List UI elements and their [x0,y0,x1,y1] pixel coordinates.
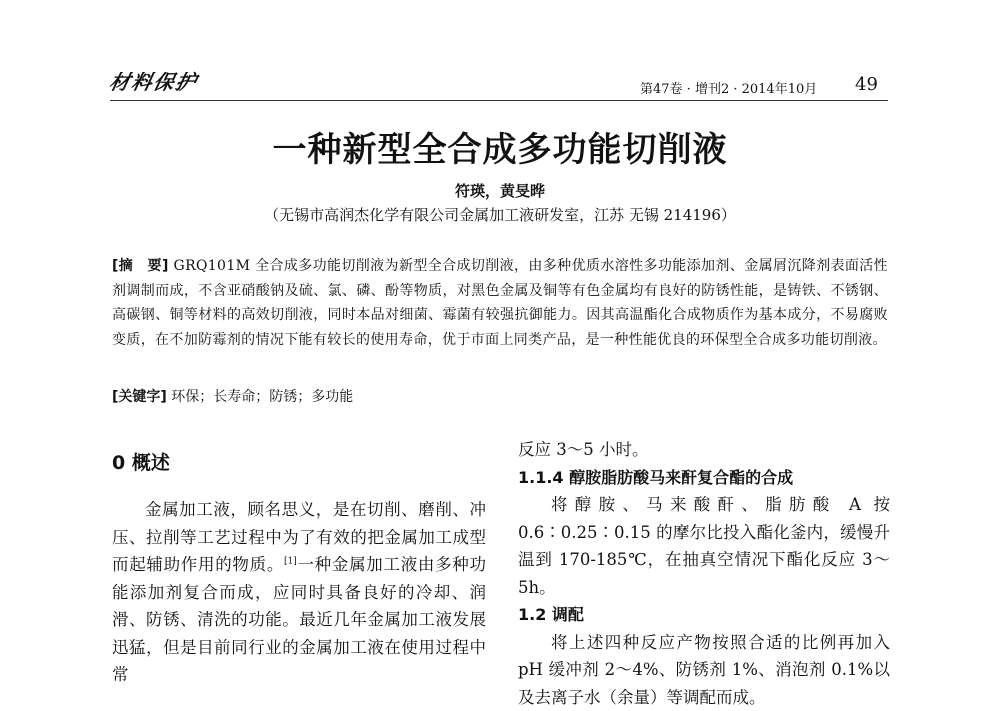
section-heading-overview: 0 概述 [112,448,170,475]
paragraph-1-2: 将上述四种反应产物按照合适的比例再加入 pH 缓冲剂 2～4%、防锈剂 1%、消泡剂 0.1%以及去离子水（余量）等调配而成。 [518,629,890,711]
header-rule [110,100,888,101]
abstract-text: GRQ101M 全合成多功能切削液为新型全合成切削液，由多种优质水溶性多功能添加剂、金属屑沉降剂表面活性剂调制而成，不含亚硝酸钠及硫、氯、磷、酚等物质，对黑色金属及铜等有色金属均有良好的防锈性能，是铸铁、不锈钢、高碳钢、铜等材料的高效切削液，同时本品对细菌、霉菌有较强抗御能力。因其高温酯化合成物质作为基本成分，不易腐败变质，在不加防霉剂的情况下能有较长的使用寿命，优于市面上同类产品，是一种性能优良的环保型全合成多功能切削液。 [112,258,888,348]
subheading-1-1-4: 1.1.4 醇胺脂肪酸马来酐复合酯的合成 [518,464,890,492]
page-number: 49 [855,74,878,95]
reference-marker: [1] [284,557,297,567]
abstract-label: [摘 要] [112,258,169,274]
paper-title: 一种新型全合成多功能切削液 [0,122,1000,171]
keywords-text: 环保；长寿命；防锈；多功能 [171,389,353,405]
left-column [112,496,486,689]
continued-line: 反应 3～5 小时。 [518,436,890,464]
abstract [112,254,888,352]
keywords [112,386,888,406]
journal-logo: 材料保护 [107,66,201,95]
paragraph-1-1-4: 将醇胺、马来酸酐、脂肪酸 A 按 0.6∶0.25∶0.15 的摩尔比投入酯化釜内，缓慢升温到 170-185℃，在抽真空情况下酯化反应 3～5h。 [518,491,890,601]
subheading-1-2: 1.2 调配 [518,601,890,629]
affiliation: （无锡市高润杰化学有限公司金属加工液研发室，江苏 无锡 214196） [0,204,1000,225]
keywords-label: [关键字] [112,389,167,405]
intro-text-cont: 一种金属加工液由多种功能添加剂复合而成，应同时具备良好的冷却、润滑、防锈、清洗的功能。最近几年金属加工液发展迅猛，但是目前同行业的金属加工液在使用过程中常 [112,555,486,684]
authors: 符瑛，黄旻晔 [0,180,1000,201]
issue-info: 第47卷 · 增刊2 · 2014年10月 [640,78,817,97]
right-column [518,436,890,711]
intro-text: 金属加工液，顾名思义，是在切削、磨削、冲压、拉削等工艺过程中为了有效的把金属加工成型而起辅助作用的物质。 [112,500,486,574]
